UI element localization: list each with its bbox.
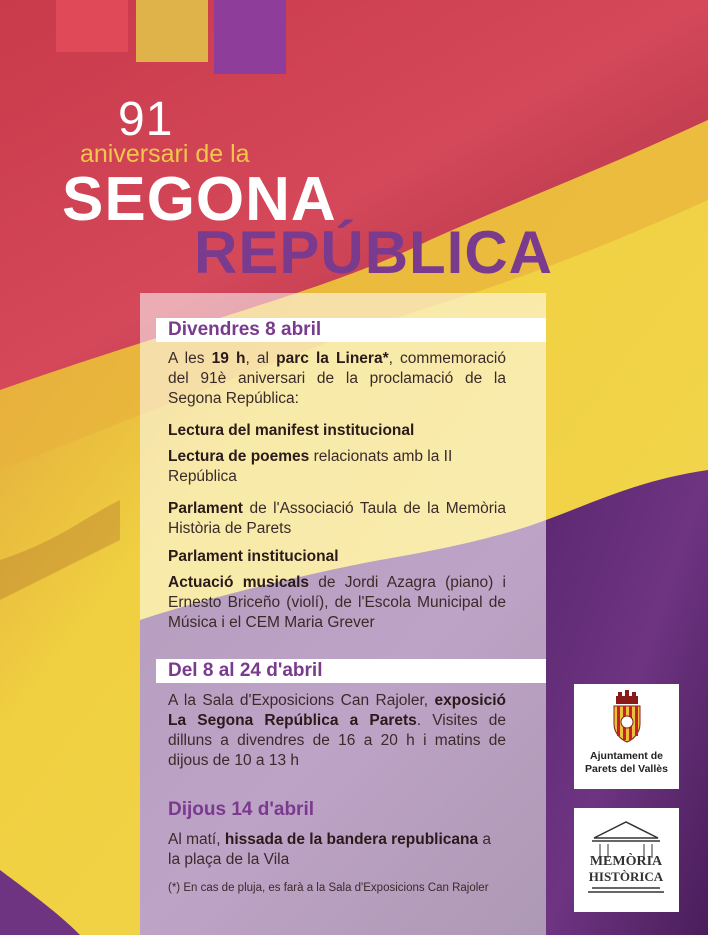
memoria-word: MEMÒRIA: [589, 854, 663, 869]
gold-bar: [136, 0, 208, 62]
section-body: A la Sala d'Exposicions Can Rajoler, exposició La Segona República a Parets. Visites de dilluns a divendres de 16 a 20 h i matins de dijous de 10 a 13 h: [168, 692, 506, 769]
coat-of-arms-icon: [574, 684, 679, 750]
program-item: Parlament de l'Associació Taula de la Memòria Història de Parets: [168, 500, 506, 537]
historica-word: HISTÒRICA: [588, 869, 664, 884]
section-heading: Del 8 al 24 d'abril: [156, 659, 546, 683]
section-intro: A les 19 h, al parc la Linera*, commemoració del 91è aniversari de la proclamació de la Segona República:: [168, 350, 506, 407]
title-republica: REPÚBLICA: [194, 219, 554, 286]
header-color-bars: [56, 0, 288, 90]
section-body: Al matí, hissada de la bandera republicana a la plaça de la Vila: [168, 831, 492, 868]
rain-note: (*) En cas de pluja, es farà a la Sala d'Exposicions Can Rajoler: [168, 882, 489, 894]
program-item: Actuació musicals de Jordi Azagra (piano) i Ernesto Briceño (violí), de l'Escola Municipal de Música i el CEM Maria Grever: [168, 574, 506, 631]
section-heading: Dijous 14 d'abril: [168, 799, 314, 820]
section-heading: Divendres 8 abril: [156, 318, 546, 342]
program-item: Lectura del manifest institucional: [168, 422, 415, 439]
red-bar: [56, 0, 128, 52]
memoria-building-icon: [574, 808, 679, 912]
ajuntament-logo: [574, 684, 679, 789]
violet-bar: [214, 0, 286, 74]
anniversary-subtitle: aniversari de la: [80, 140, 250, 168]
title-segona: SEGONA: [62, 165, 337, 234]
anniversary-number: 91: [118, 93, 174, 146]
program-item: Lectura de poemes relacionats amb la II República: [168, 448, 453, 485]
program-item: Parlament institucional: [168, 548, 339, 565]
ajuntament-name: Ajuntament de Parets del Vallès: [585, 750, 668, 775]
memoria-historica-logo: [574, 808, 679, 912]
